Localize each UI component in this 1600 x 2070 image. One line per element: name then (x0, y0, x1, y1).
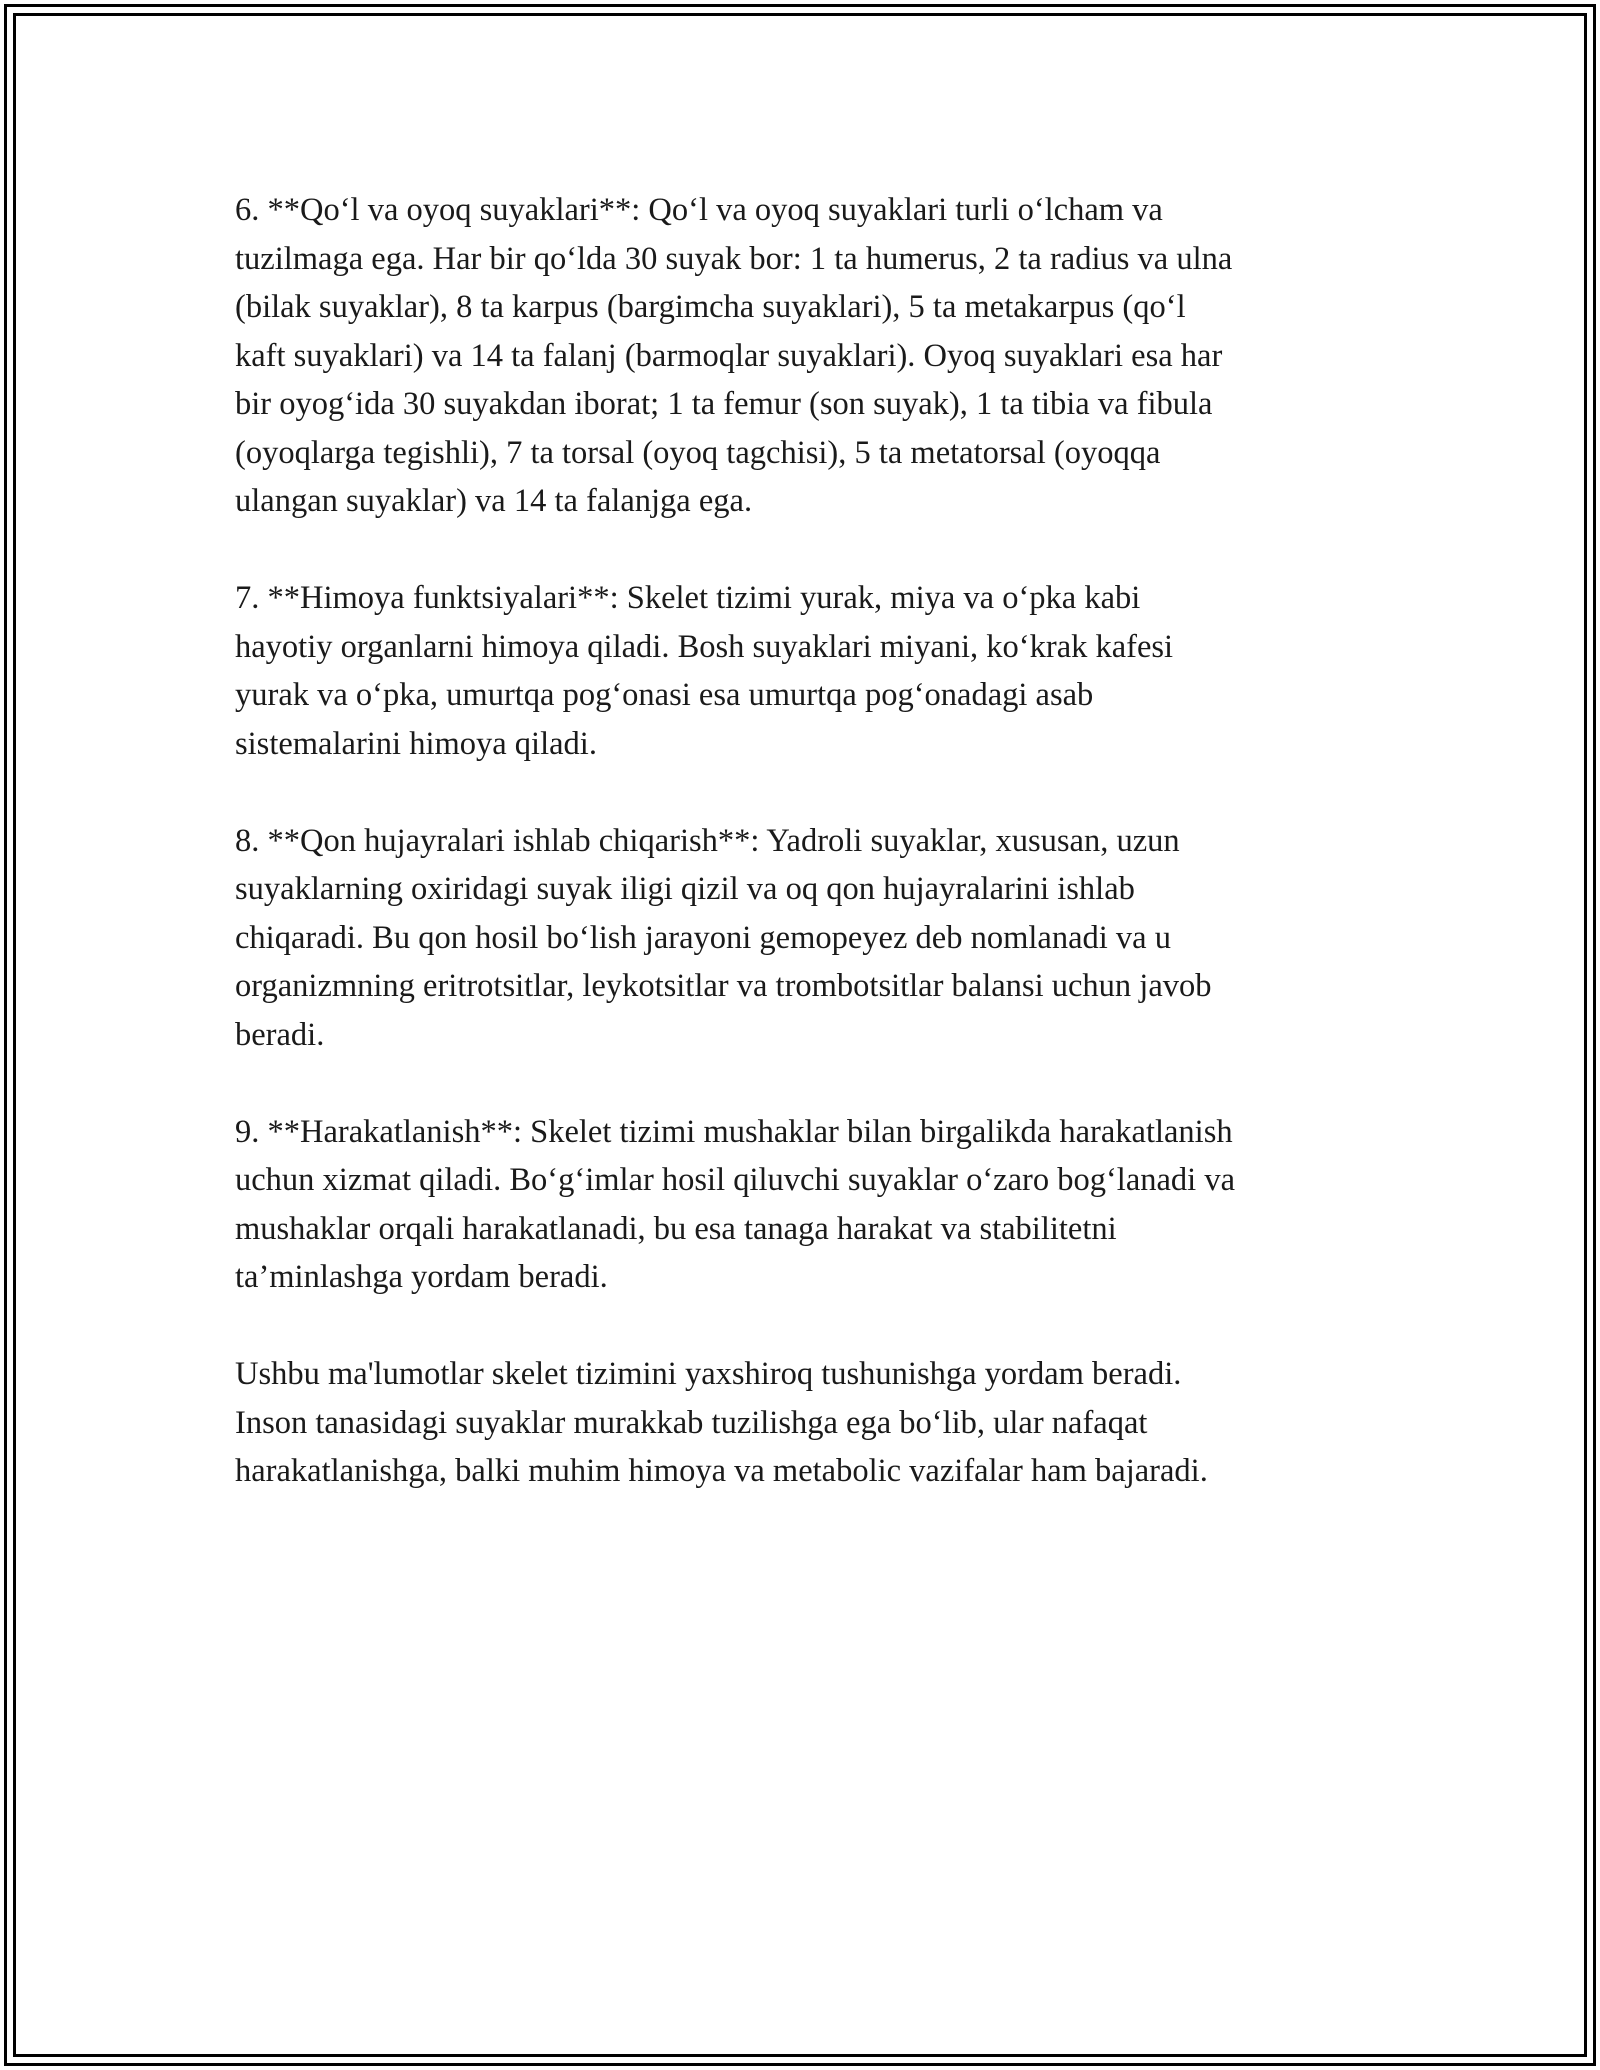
paragraph-limb-bones: 6. **Qo‘l va oyoq suyaklari**: Qo‘l va oyoq suyaklari turli o‘lcham va tuzilmaga ega. Har bir qo‘lda 30 suyak bor: 1 ta humerus, 2 ta radius va ulna (bilak suyaklar), 8 ta karpus (bargimcha suyaklari), 5 ta metakarpus (qo‘l kaft suyaklari) va 14 ta falanj (barmoqlar suyaklari). Oyoq suyaklari esa har bir oyog‘ida 30 suyakdan iborat; 1 ta femur (son suyak), 1 ta tibia va fibula (oyoqlarga tegishli), 7 ta torsal (oyoq tagchisi), 5 ta metatorsal (oyoqqa ulangan suyaklar) va 14 ta falanjga ega. (235, 192, 1233, 519)
paragraph-blood-cell-production: 8. **Qon hujayralari ishlab chiqarish**: Yadroli suyaklar, xususan, uzun suyaklarning oxiridagi suyak iligi qizil va oq qon hujayralarini ishlab chiqaradi. Bu qon hosil bo‘lish jarayoni gemopeyez deb nomlanadi va u organizmning eritrotsitlar, leykotsitlar va trombotsitlar balansi uchun javob beradi. (235, 822, 1212, 1053)
paragraph-conclusion: Ushbu ma'lumotlar skelet tizimini yaxshiroq tushunishga yordam beradi. Inson tanasidagi suyaklar murakkab tuzilishga ega bo‘lib, ular nafaqat harakatlanishga, balki muhim himoya va metabolic vazifalar ham bajaradi. (235, 1356, 1208, 1489)
paragraph-movement: 9. **Harakatlanish**: Skelet tizimi mushaklar bilan birgalikda harakatlanish uchun xizmat qiladi. Bo‘g‘imlar hosil qiluvchi suyaklar o‘zaro bog‘lanadi va mushaklar orqali harakatlanadi, bu esa tanaga harakat va stabilitetni ta’minlashga yordam beradi. (235, 1113, 1236, 1295)
paragraph-protective-functions: 7. **Himoya funktsiyalari**: Skelet tizimi yurak, miya va o‘pka kabi hayotiy organlarni himoya qiladi. Bosh suyaklari miyani, ko‘krak kafesi yurak va o‘pka, umurtqa pog‘onasi esa umurtqa pog‘onadagi asab sistemalarini himoya qiladi. (235, 580, 1174, 762)
document-body (235, 186, 1395, 1544)
